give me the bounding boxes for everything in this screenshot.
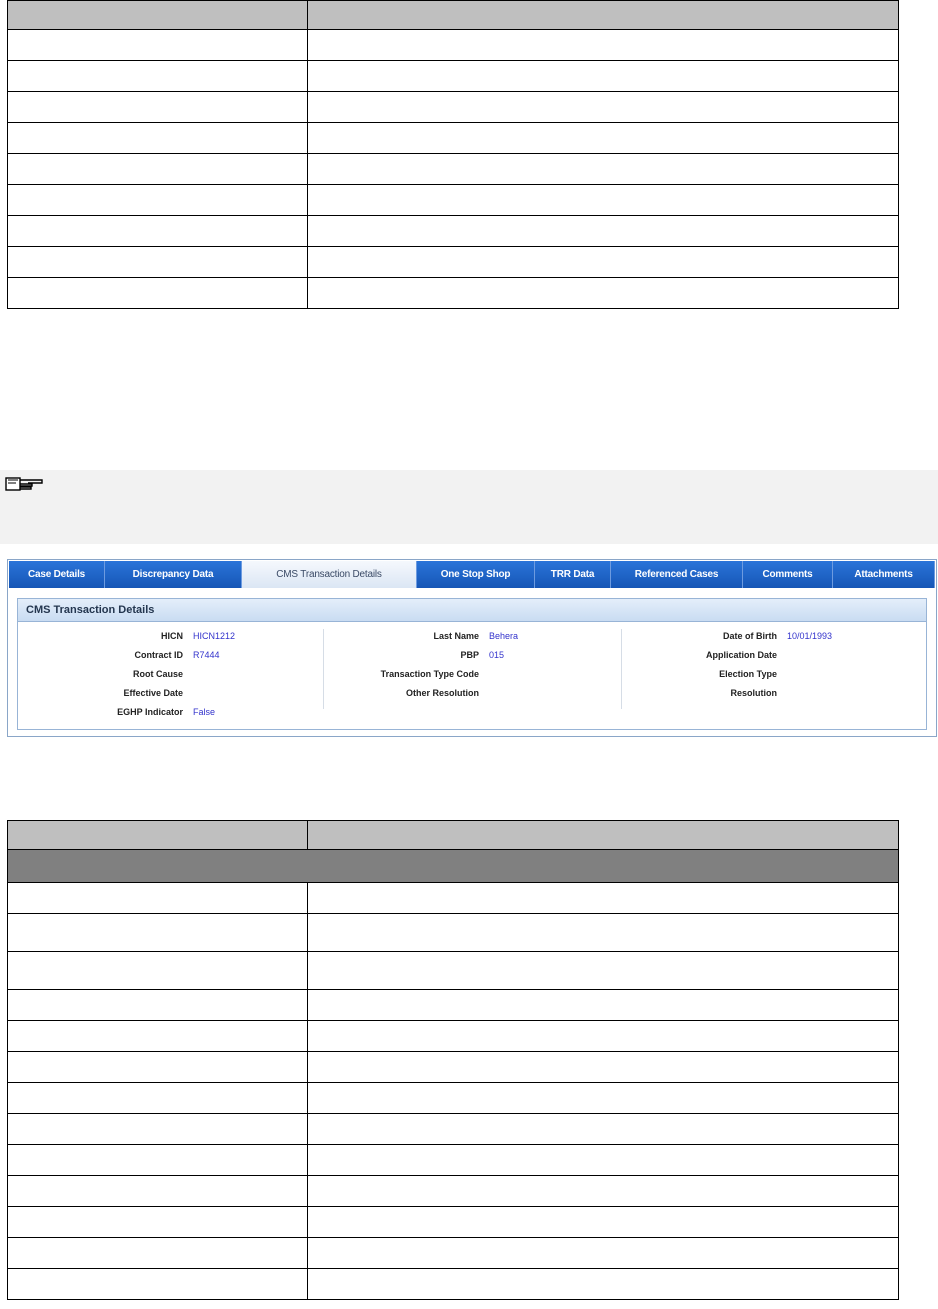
table-row <box>8 1083 899 1114</box>
field-root-cause <box>33 667 333 686</box>
table-row <box>8 1207 899 1238</box>
table-row <box>8 1114 899 1145</box>
table-row <box>8 123 899 154</box>
field-label: Election Type <box>719 669 777 679</box>
table-row <box>8 278 899 309</box>
field-other-resolution <box>329 686 629 705</box>
table-row <box>8 216 899 247</box>
pointing-hand-icon <box>4 472 46 496</box>
tab-trr-data[interactable]: TRR Data <box>535 561 611 588</box>
field-label: EGHP Indicator <box>117 707 183 717</box>
table-row <box>8 1269 899 1300</box>
bottom-table <box>7 820 899 1300</box>
panel-title: CMS Transaction Details <box>18 599 926 622</box>
table-row <box>8 92 899 123</box>
table-row <box>8 154 899 185</box>
field-label: Other Resolution <box>405 688 479 698</box>
details-panel <box>17 598 927 730</box>
table-section-row <box>8 850 899 883</box>
field-label: Transaction Type Code <box>380 669 479 679</box>
tab-comments[interactable]: Comments <box>743 561 833 588</box>
cms-transaction-screen <box>7 559 937 737</box>
table-row <box>8 883 899 914</box>
table-row <box>8 1145 899 1176</box>
field-election-type <box>627 667 927 686</box>
field-hicn <box>33 629 333 648</box>
field-label: Contract ID <box>134 650 183 660</box>
field-eghp-indicator <box>33 705 333 724</box>
field-application-date <box>627 648 927 667</box>
field-label: HICN <box>161 631 183 641</box>
table-row <box>8 1052 899 1083</box>
column-divider <box>323 629 324 709</box>
field-label: Last Name <box>433 631 479 641</box>
field-pbp <box>329 648 629 667</box>
top-table <box>7 0 899 309</box>
field-last-name <box>329 629 629 648</box>
tab-one-stop-shop[interactable]: One Stop Shop <box>417 561 535 588</box>
field-label: Resolution <box>730 688 777 698</box>
field-label: Effective Date <box>123 688 183 698</box>
details-column-3 <box>627 629 927 705</box>
table-row <box>8 1021 899 1052</box>
field-value: 015 <box>489 650 505 660</box>
note-box <box>0 470 938 544</box>
tab-cms-transaction-details[interactable]: CMS Transaction Details <box>242 561 417 588</box>
details-column-1 <box>33 629 333 724</box>
field-value: R7444 <box>193 650 220 660</box>
field-value: False <box>193 707 216 717</box>
field-value: HICN1212 <box>193 631 236 641</box>
field-value: Behera <box>489 631 519 641</box>
field-label: PBP <box>460 650 479 660</box>
table-row <box>8 952 899 990</box>
tab-bar <box>9 561 935 588</box>
tab-case-details[interactable]: Case Details <box>9 561 105 588</box>
table-row <box>8 1176 899 1207</box>
table-row <box>8 914 899 952</box>
field-transaction-type-code <box>329 667 629 686</box>
tab-referenced-cases[interactable]: Referenced Cases <box>611 561 743 588</box>
field-label: Application Date <box>705 650 777 660</box>
field-label: Root Cause <box>132 669 183 679</box>
table-row <box>8 1238 899 1269</box>
table-row <box>8 185 899 216</box>
field-effective-date <box>33 686 333 705</box>
field-contract-id <box>33 648 333 667</box>
field-value: 10/01/1993 <box>787 631 833 641</box>
field-date-of-birth <box>627 629 927 648</box>
table-header-row <box>8 1 899 30</box>
field-resolution <box>627 686 927 705</box>
field-label: Date of Birth <box>723 631 777 641</box>
table-row <box>8 30 899 61</box>
details-column-2 <box>329 629 629 705</box>
tab-attachments[interactable]: Attachments <box>833 561 935 588</box>
column-divider <box>621 629 622 709</box>
tab-discrepancy-data[interactable]: Discrepancy Data <box>105 561 242 588</box>
table-header-row <box>8 821 899 850</box>
table-row <box>8 247 899 278</box>
table-row <box>8 990 899 1021</box>
table-row <box>8 61 899 92</box>
